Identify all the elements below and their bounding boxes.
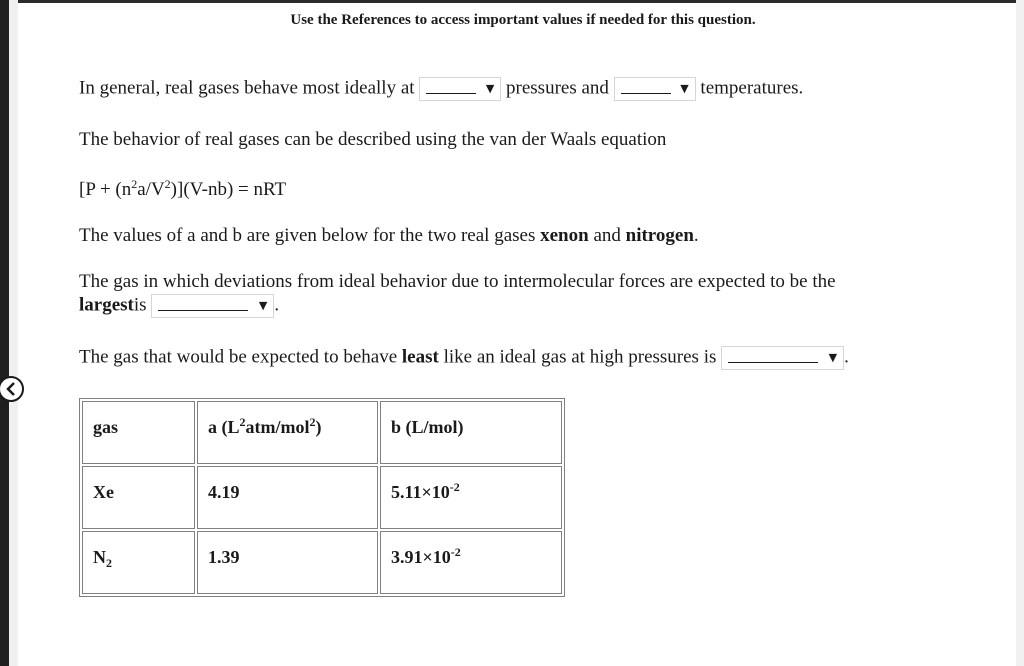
largest-deviation-dropdown[interactable] — [151, 294, 274, 318]
cell-a — [197, 466, 378, 529]
triangle-down-icon: ▼ — [828, 351, 838, 364]
triangle-down-icon: ▼ — [485, 82, 495, 95]
question-ideal-conditions — [79, 77, 803, 101]
sentence-text: and — [593, 225, 621, 246]
equation-superscript: 2 — [131, 177, 138, 191]
cell-value: 4.19 — [208, 482, 240, 502]
van-der-waals-intro: The behavior of real gases can be described using the van der Waals equation — [79, 129, 667, 150]
header-text: ) — [315, 417, 322, 437]
cell-value — [93, 467, 194, 503]
sentence-text: The gas that would be expected to behave — [79, 346, 398, 368]
sentence-text: . — [693, 225, 699, 246]
equation-part: [P + (n — [79, 179, 132, 200]
b-exponent: -2 — [449, 480, 460, 494]
pressure-dropdown[interactable] — [419, 77, 501, 101]
question-text: pressures and — [506, 77, 609, 99]
collapse-panel-button[interactable] — [0, 376, 24, 402]
gas-symbol: N — [93, 547, 106, 567]
gas-subscript: 2 — [106, 556, 112, 570]
cell-value — [391, 467, 561, 503]
van-der-waals-equation — [79, 179, 286, 201]
gas-symbol: Xe — [93, 482, 114, 502]
sentence-text: . — [844, 346, 849, 368]
sentence-text: . — [274, 294, 280, 316]
dropdown-blank — [158, 310, 248, 311]
top-border — [0, 0, 1024, 3]
right-scroll-gutter — [1016, 0, 1024, 666]
header-label — [208, 402, 377, 438]
least-ideal-dropdown[interactable] — [721, 346, 844, 370]
equation-part: )](V-nb) = nRT — [170, 179, 287, 200]
van-der-waals-constants-table — [79, 398, 565, 597]
cell-b — [380, 466, 562, 529]
cell-b — [380, 531, 562, 594]
dropdown-blank — [728, 362, 818, 363]
header-b — [380, 401, 562, 464]
references-note: Use the References to access important values if needed for this question. — [290, 12, 756, 28]
cell-value — [93, 532, 194, 568]
sentence-text: is — [133, 294, 147, 316]
sentence-text: like an ideal gas at high pressures is — [443, 346, 717, 368]
b-exponent: -2 — [450, 545, 461, 559]
temperature-dropdown[interactable] — [614, 77, 696, 101]
gas-name-nitrogen: nitrogen — [625, 225, 694, 246]
emphasis-largest: largest — [79, 294, 134, 316]
left-panel-gutter — [9, 0, 18, 666]
triangle-down-icon: ▼ — [680, 82, 689, 95]
b-base: 5.11×10 — [391, 482, 450, 502]
header-label: b (L/mol) — [391, 417, 464, 437]
table-header-row — [82, 401, 562, 464]
equation-part: a/V — [137, 179, 165, 200]
cell-value — [391, 532, 561, 568]
table-row — [82, 466, 562, 529]
header-a — [197, 401, 378, 464]
emphasis-least: least — [401, 346, 439, 368]
cell-gas — [82, 531, 195, 594]
values-sentence — [79, 225, 699, 247]
question-largest-deviation-line2 — [79, 294, 279, 318]
question-least-ideal — [79, 346, 849, 370]
header-superscript: 2 — [309, 415, 316, 429]
dropdown-blank — [621, 93, 671, 94]
table-row — [82, 531, 562, 594]
left-panel-edge — [0, 0, 9, 666]
b-base: 3.91×10 — [391, 547, 451, 567]
dropdown-blank — [426, 93, 476, 94]
triangle-down-icon: ▼ — [258, 299, 268, 312]
gas-name-xenon: xenon — [540, 225, 589, 246]
header-gas — [82, 401, 195, 464]
header-text: atm/mol — [245, 417, 310, 437]
sentence-text: The values of a and b are given below for the two real gases — [79, 225, 536, 246]
header-text: a (L — [208, 417, 240, 437]
question-largest-deviation-line1: The gas in which deviations from ideal behavior due to intermolecular forces are expected to be the — [79, 271, 836, 292]
cell-gas — [82, 466, 195, 529]
equation-superscript: 2 — [164, 177, 171, 191]
header-label: gas — [93, 417, 119, 437]
question-text: temperatures. — [700, 77, 804, 99]
question-text: In general, real gases behave most ideally at — [79, 77, 415, 99]
chevron-left-icon — [5, 382, 17, 396]
cell-value: 1.39 — [208, 547, 240, 567]
cell-a — [197, 531, 378, 594]
header-superscript: 2 — [239, 415, 246, 429]
